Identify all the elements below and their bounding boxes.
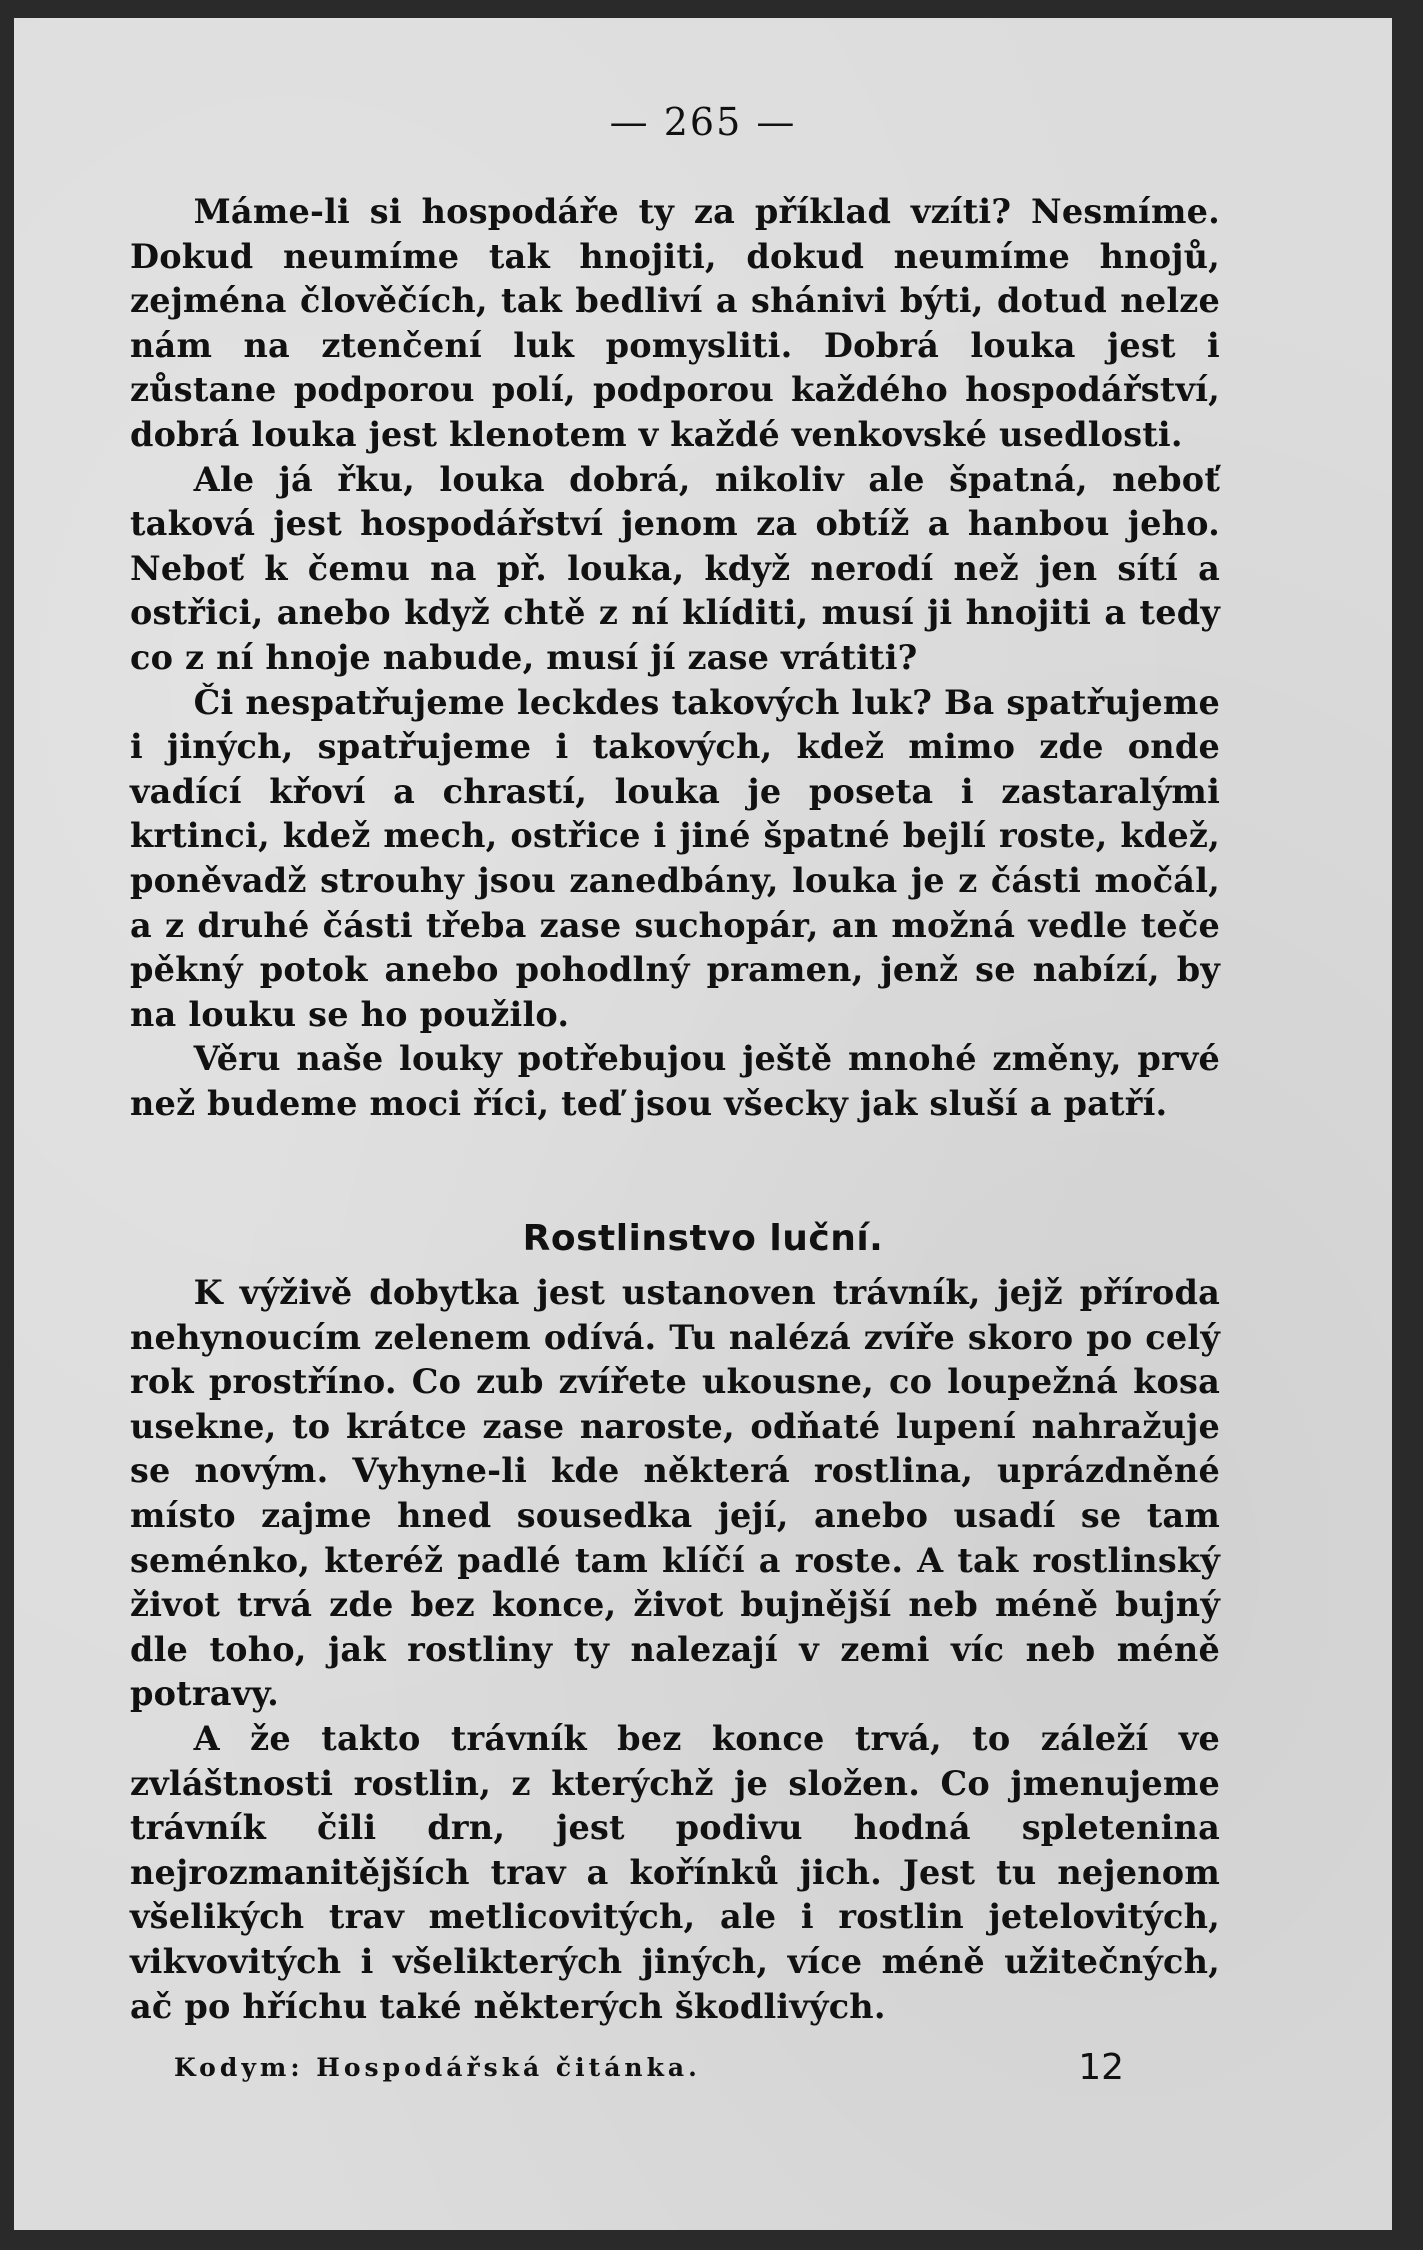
book-page xyxy=(14,18,1392,2230)
paragraph: Máme-li si hospodáře ty za příklad vzíti? Nesmíme. Dokud neumíme tak hnojiti, dokud neumíme hnojů, zejména člověčích, tak bedliví a shánivi býti, dotud nelze nám na ztenčení luk pomysliti. Dobrá louka jest i zůstane podporou polí, podporou každého hospodářství, dobrá louka jest klenotem v každé venkovské usedlosti. xyxy=(130,192,1220,454)
paragraph: A že takto trávník bez konce trvá, to záleží ve zvláštnosti rostlin, z kterýchž je složen. Co jmenujeme trávník čili drn, jest podivu hodná spletenina nejrozmanitějších trav a kořínků jich. Jest tu nejenom všelikých trav metlicovitých, ale i rostlin jetelovitých, vikvovitých i všelikterých jiných, více méně užitečných, ač po hříchu také některých škodlivých. xyxy=(130,1718,1220,2026)
paragraph: Věru naše louky potřebujou ještě mnohé změny, prvé než budeme moci říci, teď jsou všecky jak sluší a patří. xyxy=(130,1039,1220,1123)
paragraph: K výživě dobytka jest ustanoven trávník, jejž příroda nehynoucím zelenem odívá. Tu nalézá zvíře skoro po celý rok prostříno. Co zub zvířete ukousne, co loupežná kosa usekne, to krátce zase naroste, odňaté lupení nahražuje se novým. Vyhyne-li kde některá rostlina, uprázdněné místo zajme hned sousedka její, anebo usadí se tam seménko, kteréž padlé tam klíčí a roste. A tak rostlinský život trvá zde bez konce, život bujnější neb méně bujný dle toho, jak rostliny ty nalezají v zemi víc neb méně potravy. xyxy=(130,1273,1220,1714)
section-meadows-text xyxy=(130,190,1220,1126)
section-meadow-plants-text xyxy=(130,1271,1220,2029)
section-heading: Rostlinstvo luční. xyxy=(522,1218,884,1259)
paragraph: Ale já řku, louka dobrá, nikoliv ale špatná, neboť taková jest hospodářství jenom za obtíž a hanbou jeho. Neboť k čemu na př. louka, když nerodí než jen sítí a ostřici, anebo když chtě z ní klíditi, musí ji hnojiti a tedy co z ní hnoje nabude, musí jí zase vrátiti? xyxy=(130,459,1220,677)
page-number: — 265 — xyxy=(609,100,797,144)
sheet-number: 12 xyxy=(1078,2047,1124,2088)
book-signature: Kodym: Hospodářská čitánka. xyxy=(174,2053,701,2082)
page-footer xyxy=(174,2047,1124,2088)
paragraph: Či nespatřujeme leckdes takových luk? Ba spatřujeme i jiných, spatřujeme i takových, kdež mimo zde onde vadící křoví a chrastí, louka je poseta i zastaralými krtinci, kdež mech, ostřice i jiné špatné bejlí roste, kdež, poněvadž strouhy jsou zanedbány, louka je z části močál, a z druhé části třeba zase suchopár, an možná vedle teče pěkný potok anebo pohodlný pramen, jenž se nabízí, by na louku se ho použilo. xyxy=(130,682,1220,1034)
